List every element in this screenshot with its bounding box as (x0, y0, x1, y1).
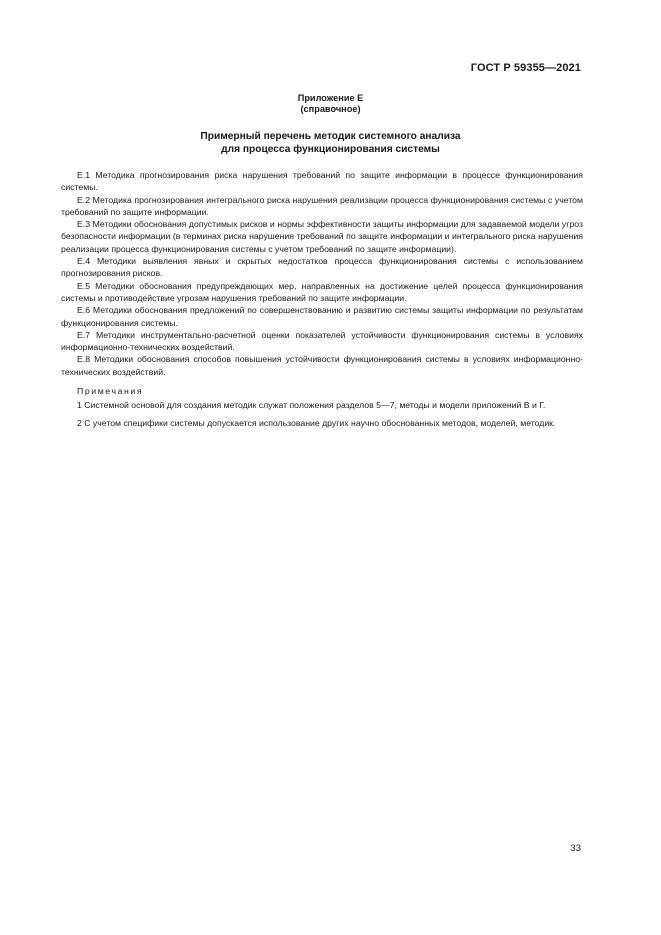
list-item-e5: Е.5 Методики обоснования предупреждающих мер, направленных на достижение целей процесса функционирования системы и противодействие угрозам нарушения требований по защите информации. (61, 280, 583, 303)
list-item-e2: Е.2 Методика прогнозирования интегрального риска нарушения реализации процесса функционирования системы с учетом требований по защите информации. (61, 194, 583, 217)
list-item-e3: Е.3 Методики обоснования допустимых рисков и нормы эффективности защиты информации для задаваемой модели угроз безопасности информации (в терминах риска нарушения требований по защите информации и интегрального риска нарушения реализации процесса функционирования системы с учетом требований по защите информации). (61, 219, 583, 254)
list-item-e1: Е.1 Методика прогнозирования риска нарушения требований по защите информации в процессе функционирования системы. (61, 170, 583, 193)
section-title-line-1: Примерный перечень методик системного анализа (200, 131, 461, 142)
body-text (61, 169, 583, 434)
section-title-line-2: для процесса функционирования системы (221, 144, 440, 155)
note-item-1: 1 Системной основой для создания методик служат положения разделов 5—7, методы и модели приложений В и Г. (77, 400, 546, 411)
appendix-header (0, 93, 661, 115)
list-item-e6: Е.6 Методики обоснования предложений по совершенствованию и развитию системы защиты информации по результатам функционирования системы. (61, 305, 583, 328)
notes-heading: Примечания (77, 386, 144, 397)
appendix-title: Приложение Е (297, 93, 364, 103)
document-code: ГОСТ Р 59355—2021 (470, 62, 581, 74)
list-item-e7: Е.7 Методики инструментально-расчетной оценки показателей устойчивости функционирования системы в условиях информационно-технических воздействий. (61, 329, 583, 353)
page-number: 33 (570, 843, 581, 854)
note-item-2: 2 С учетом специфики системы допускается использование других научно обоснованных методов, моделей, методик. (77, 417, 556, 428)
appendix-kind: (справочное) (300, 104, 361, 114)
section-title (0, 130, 661, 156)
list-item-e8: Е.8 Методики обоснования способов повышения устойчивости функционирования системы в условиях информационно-технических воздействий. (61, 354, 583, 377)
list-item-e4: Е.4 Методики выявления явных и скрытых недостатков процесса функционирования системы с использованием прогнозирования рисков. (61, 256, 583, 279)
